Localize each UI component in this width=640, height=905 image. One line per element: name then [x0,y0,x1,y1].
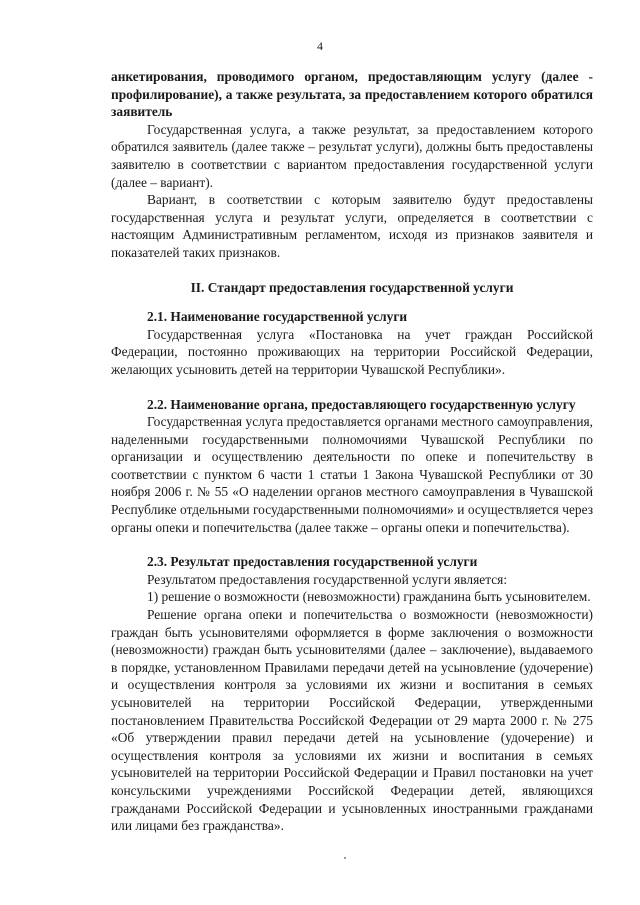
paragraph-variant-2: Вариант, в соответствии с которым заявителю будут предоставлены государственная услуга и результат услуги, определяется в соответствии с настоящим Административным регламентом, исходя из признаков заявителя и показателей таких признаков. [111,192,593,260]
subsection-2-3-item-1: 1) решение о возможности (невозможности) гражданина быть усыновителем. [147,589,591,605]
subsection-2-3-text: Решение органа опеки и попечительства о возможности (невозможности) граждан быть усыновителями оформляется в форме заключения о возможности (невозможности) граждан быть усыновителями (далее – заключение), выдаваемого в порядке, установленном Правилами передачи детей на усыновление (удочерение) и осуществления контроля за условиями их жизни и воспитания в семьях усыновителей на территории Российской Федерации, утвержденными постановлением Правительства Российской Федерации от 29 марта 2000 г. № 275 «Об утверждении правил передачи детей на усыновление (удочерение) и осуществления контроля за условиями их жизни и воспитания в семьях усыновителей на территории Российской Федерации и Правил постановки на учет консульскими учреждениями Российской Федерации детей, являющихся гражданами Российской Федерации и усыновленных иностранными гражданами или лицами без гражданства». [111,607,593,834]
subsection-2-1-text: Государственная услуга «Постановка на учет граждан Российской Федерации, постоянно проживающих на территории Российской Федерации, желающих усыновить детей на территории Чувашской Республики». [111,326,593,377]
subsection-2-2-title: 2.2. Наименование органа, предоставляющего государственную услугу [147,396,576,412]
heading-continuation: анкетирования, проводимого органом, предоставляющим услугу (далее - профилирование), а также результата, за предоставлением которого обратился заявитель [111,69,593,120]
subsection-2-2-text: Государственная услуга предоставляется органами местного самоуправления, наделенными государственными полномочиями Чувашской Республики по организации и осуществлению деятельности по опеке и попечительству в соответствии с пунктом 6 части 1 статьи 1 Закона Чувашской Республики от 30 ноября 2006 г. № 55 «О наделении органов местного самоуправления в Чувашской Республике отдельными государственными полномочиями» и осуществляется через органы опеки и попечительства (далее также – органы опеки и попечительства). [111,414,593,535]
scan-speck [344,857,346,859]
subsection-2-3-title: 2.3. Результат предоставления государственной услуги [147,554,478,570]
section-2-title: II. Стандарт предоставления государственной услуги [190,279,514,295]
subsection-2-3-intro: Результатом предоставления государственной услуги является: [147,571,508,587]
page-number: 4 [317,39,323,53]
paragraph-variant-1: Государственная услуга, а также результат, за предоставлением которого обратился заявитель (далее также – результат услуги), должны быть предоставлены заявителю в соответствии с вариантом предоставления государственной услуги (далее – вариант). [111,121,593,190]
subsection-2-1-title: 2.1. Наименование государственной услуги [147,309,408,325]
document-body [111,68,593,835]
